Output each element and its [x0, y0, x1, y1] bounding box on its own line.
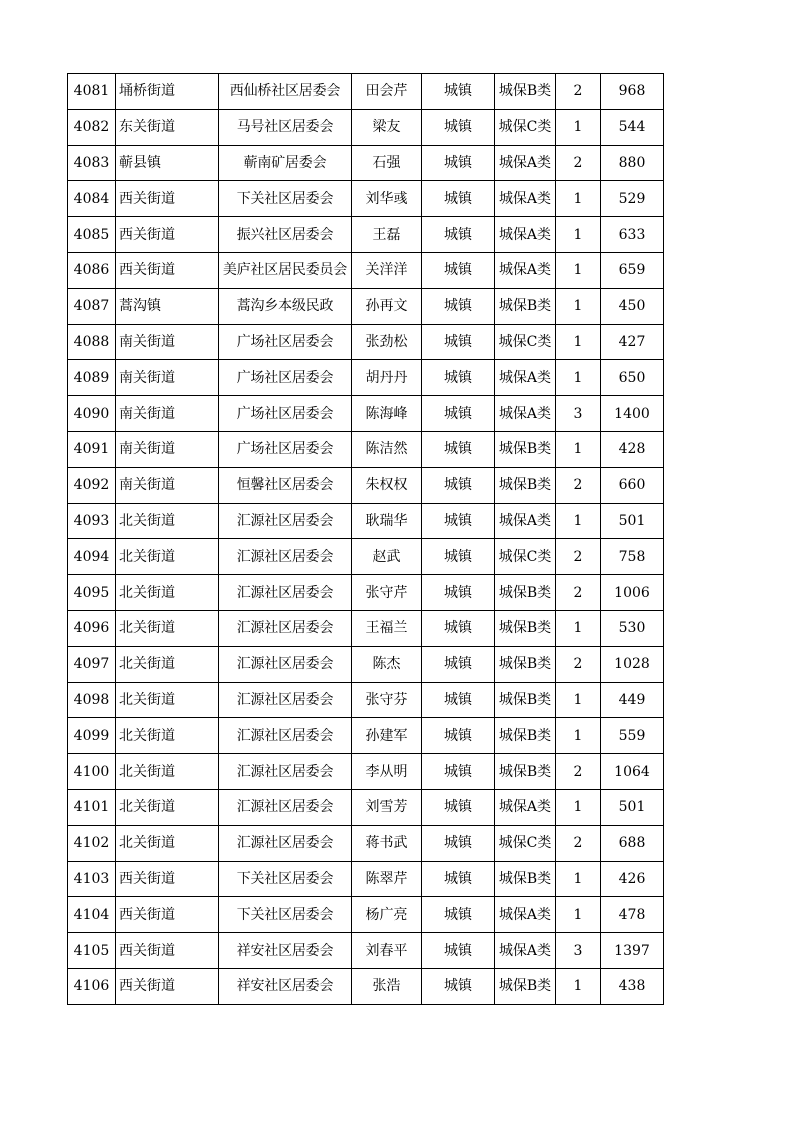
area-type-cell: 城镇: [422, 467, 495, 503]
street-cell: 北关街道: [116, 575, 219, 611]
street-cell: 北关街道: [116, 718, 219, 754]
household-size-cell: 1: [556, 789, 601, 825]
name-cell: 陈杰: [352, 646, 422, 682]
street-cell: 北关街道: [116, 789, 219, 825]
name-cell: 孙建军: [352, 718, 422, 754]
insurance-category-cell: 城保B类: [495, 610, 556, 646]
row-number-cell: 4097: [68, 646, 116, 682]
amount-cell: 530: [601, 610, 664, 646]
table-row: [68, 968, 664, 1004]
row-number-cell: 4103: [68, 861, 116, 897]
row-number-cell: 4089: [68, 360, 116, 396]
insurance-category-cell: 城保C类: [495, 539, 556, 575]
table-row: [68, 610, 664, 646]
community-cell: 汇源社区居委会: [219, 610, 352, 646]
community-cell: 美庐社区居民委员会: [219, 252, 352, 288]
household-size-cell: 1: [556, 897, 601, 933]
row-number-cell: 4083: [68, 145, 116, 181]
street-cell: 北关街道: [116, 610, 219, 646]
insurance-category-cell: 城保B类: [495, 467, 556, 503]
insurance-category-cell: 城保A类: [495, 217, 556, 253]
table-row: [68, 360, 664, 396]
street-cell: 西关街道: [116, 217, 219, 253]
street-cell: 蒿沟镇: [116, 288, 219, 324]
table-row: [68, 933, 664, 969]
amount-cell: 659: [601, 252, 664, 288]
household-size-cell: 1: [556, 217, 601, 253]
insurance-category-cell: 城保A类: [495, 396, 556, 432]
name-cell: 张浩: [352, 968, 422, 1004]
amount-cell: 478: [601, 897, 664, 933]
name-cell: 蒋书武: [352, 825, 422, 861]
amount-cell: 1397: [601, 933, 664, 969]
community-cell: 蕲南矿居委会: [219, 145, 352, 181]
table-row: [68, 754, 664, 790]
area-type-cell: 城镇: [422, 646, 495, 682]
name-cell: 田会芹: [352, 74, 422, 110]
area-type-cell: 城镇: [422, 789, 495, 825]
street-cell: 蕲县镇: [116, 145, 219, 181]
row-number-cell: 4091: [68, 431, 116, 467]
street-cell: 北关街道: [116, 539, 219, 575]
household-size-cell: 2: [556, 825, 601, 861]
area-type-cell: 城镇: [422, 825, 495, 861]
table-row: [68, 109, 664, 145]
name-cell: 杨广亮: [352, 897, 422, 933]
area-type-cell: 城镇: [422, 575, 495, 611]
table-row: [68, 575, 664, 611]
community-cell: 下关社区居委会: [219, 861, 352, 897]
insurance-category-cell: 城保B类: [495, 575, 556, 611]
street-cell: 南关街道: [116, 324, 219, 360]
community-cell: 汇源社区居委会: [219, 646, 352, 682]
area-type-cell: 城镇: [422, 181, 495, 217]
table-body: [68, 74, 664, 1005]
name-cell: 张守芹: [352, 575, 422, 611]
row-number-cell: 4088: [68, 324, 116, 360]
household-size-cell: 1: [556, 288, 601, 324]
area-type-cell: 城镇: [422, 610, 495, 646]
table-row: [68, 825, 664, 861]
insurance-category-cell: 城保A类: [495, 252, 556, 288]
street-cell: 西关街道: [116, 897, 219, 933]
street-cell: 西关街道: [116, 252, 219, 288]
name-cell: 梁友: [352, 109, 422, 145]
row-number-cell: 4094: [68, 539, 116, 575]
amount-cell: 450: [601, 288, 664, 324]
table-row: [68, 324, 664, 360]
household-size-cell: 2: [556, 74, 601, 110]
insurance-category-cell: 城保A类: [495, 360, 556, 396]
area-type-cell: 城镇: [422, 539, 495, 575]
street-cell: 北关街道: [116, 503, 219, 539]
street-cell: 南关街道: [116, 431, 219, 467]
row-number-cell: 4101: [68, 789, 116, 825]
row-number-cell: 4102: [68, 825, 116, 861]
insurance-category-cell: 城保B类: [495, 754, 556, 790]
household-size-cell: 3: [556, 933, 601, 969]
table-row: [68, 646, 664, 682]
community-cell: 下关社区居委会: [219, 897, 352, 933]
amount-cell: 633: [601, 217, 664, 253]
community-cell: 马号社区居委会: [219, 109, 352, 145]
amount-cell: 1028: [601, 646, 664, 682]
table-row: [68, 718, 664, 754]
community-cell: 汇源社区居委会: [219, 539, 352, 575]
name-cell: 刘春平: [352, 933, 422, 969]
household-size-cell: 2: [556, 145, 601, 181]
table-row: [68, 682, 664, 718]
name-cell: 胡丹丹: [352, 360, 422, 396]
row-number-cell: 4095: [68, 575, 116, 611]
household-size-cell: 2: [556, 646, 601, 682]
row-number-cell: 4086: [68, 252, 116, 288]
row-number-cell: 4090: [68, 396, 116, 432]
community-cell: 汇源社区居委会: [219, 754, 352, 790]
row-number-cell: 4085: [68, 217, 116, 253]
row-number-cell: 4092: [68, 467, 116, 503]
household-size-cell: 1: [556, 324, 601, 360]
area-type-cell: 城镇: [422, 503, 495, 539]
name-cell: 耿瑞华: [352, 503, 422, 539]
name-cell: 李从明: [352, 754, 422, 790]
household-size-cell: 2: [556, 539, 601, 575]
amount-cell: 650: [601, 360, 664, 396]
insurance-category-cell: 城保A类: [495, 145, 556, 181]
name-cell: 陈洁然: [352, 431, 422, 467]
community-cell: 下关社区居委会: [219, 181, 352, 217]
community-cell: 汇源社区居委会: [219, 575, 352, 611]
street-cell: 西关街道: [116, 181, 219, 217]
amount-cell: 501: [601, 789, 664, 825]
community-cell: 广场社区居委会: [219, 431, 352, 467]
amount-cell: 1400: [601, 396, 664, 432]
row-number-cell: 4105: [68, 933, 116, 969]
row-number-cell: 4084: [68, 181, 116, 217]
area-type-cell: 城镇: [422, 897, 495, 933]
table-row: [68, 467, 664, 503]
insurance-category-cell: 城保B类: [495, 431, 556, 467]
name-cell: 王福兰: [352, 610, 422, 646]
household-size-cell: 1: [556, 968, 601, 1004]
household-size-cell: 1: [556, 360, 601, 396]
row-number-cell: 4093: [68, 503, 116, 539]
insurance-category-cell: 城保B类: [495, 968, 556, 1004]
insurance-category-cell: 城保B类: [495, 74, 556, 110]
area-type-cell: 城镇: [422, 109, 495, 145]
row-number-cell: 4087: [68, 288, 116, 324]
community-cell: 恒馨社区居委会: [219, 467, 352, 503]
amount-cell: 880: [601, 145, 664, 181]
street-cell: 南关街道: [116, 360, 219, 396]
amount-cell: 428: [601, 431, 664, 467]
area-type-cell: 城镇: [422, 431, 495, 467]
amount-cell: 968: [601, 74, 664, 110]
household-size-cell: 1: [556, 861, 601, 897]
household-size-cell: 1: [556, 252, 601, 288]
table-row: [68, 217, 664, 253]
community-cell: 蒿沟乡本级民政: [219, 288, 352, 324]
amount-cell: 449: [601, 682, 664, 718]
beneficiary-table: [67, 73, 664, 1005]
community-cell: 汇源社区居委会: [219, 789, 352, 825]
street-cell: 北关街道: [116, 646, 219, 682]
household-size-cell: 3: [556, 396, 601, 432]
area-type-cell: 城镇: [422, 968, 495, 1004]
name-cell: 陈海峰: [352, 396, 422, 432]
insurance-category-cell: 城保A类: [495, 897, 556, 933]
amount-cell: 660: [601, 467, 664, 503]
table-row: [68, 145, 664, 181]
household-size-cell: 1: [556, 682, 601, 718]
street-cell: 埇桥街道: [116, 74, 219, 110]
insurance-category-cell: 城保C类: [495, 324, 556, 360]
table-row: [68, 431, 664, 467]
table-row: [68, 861, 664, 897]
table-row: [68, 181, 664, 217]
household-size-cell: 1: [556, 431, 601, 467]
amount-cell: 758: [601, 539, 664, 575]
household-size-cell: 1: [556, 109, 601, 145]
name-cell: 张劲松: [352, 324, 422, 360]
row-number-cell: 4081: [68, 74, 116, 110]
community-cell: 汇源社区居委会: [219, 825, 352, 861]
row-number-cell: 4106: [68, 968, 116, 1004]
area-type-cell: 城镇: [422, 74, 495, 110]
insurance-category-cell: 城保A类: [495, 181, 556, 217]
amount-cell: 427: [601, 324, 664, 360]
household-size-cell: 1: [556, 610, 601, 646]
community-cell: 广场社区居委会: [219, 360, 352, 396]
name-cell: 王磊: [352, 217, 422, 253]
name-cell: 刘华彧: [352, 181, 422, 217]
area-type-cell: 城镇: [422, 252, 495, 288]
table-row: [68, 789, 664, 825]
community-cell: 广场社区居委会: [219, 324, 352, 360]
name-cell: 石强: [352, 145, 422, 181]
community-cell: 祥安社区居委会: [219, 968, 352, 1004]
row-number-cell: 4096: [68, 610, 116, 646]
name-cell: 张守芬: [352, 682, 422, 718]
amount-cell: 1006: [601, 575, 664, 611]
name-cell: 关洋洋: [352, 252, 422, 288]
street-cell: 北关街道: [116, 754, 219, 790]
street-cell: 西关街道: [116, 968, 219, 1004]
table-row: [68, 503, 664, 539]
street-cell: 北关街道: [116, 825, 219, 861]
household-size-cell: 1: [556, 181, 601, 217]
table-row: [68, 74, 664, 110]
name-cell: 刘雪芳: [352, 789, 422, 825]
area-type-cell: 城镇: [422, 933, 495, 969]
street-cell: 南关街道: [116, 396, 219, 432]
insurance-category-cell: 城保C类: [495, 109, 556, 145]
community-cell: 广场社区居委会: [219, 396, 352, 432]
insurance-category-cell: 城保B类: [495, 288, 556, 324]
area-type-cell: 城镇: [422, 288, 495, 324]
name-cell: 朱权权: [352, 467, 422, 503]
community-cell: 汇源社区居委会: [219, 682, 352, 718]
name-cell: 赵武: [352, 539, 422, 575]
table-row: [68, 288, 664, 324]
row-number-cell: 4100: [68, 754, 116, 790]
community-cell: 西仙桥社区居委会: [219, 74, 352, 110]
amount-cell: 688: [601, 825, 664, 861]
insurance-category-cell: 城保B类: [495, 861, 556, 897]
name-cell: 孙再文: [352, 288, 422, 324]
insurance-category-cell: 城保A类: [495, 933, 556, 969]
insurance-category-cell: 城保A类: [495, 503, 556, 539]
row-number-cell: 4099: [68, 718, 116, 754]
household-size-cell: 2: [556, 467, 601, 503]
table-row: [68, 396, 664, 432]
street-cell: 北关街道: [116, 682, 219, 718]
insurance-category-cell: 城保C类: [495, 825, 556, 861]
community-cell: 振兴社区居委会: [219, 217, 352, 253]
street-cell: 东关街道: [116, 109, 219, 145]
amount-cell: 559: [601, 718, 664, 754]
amount-cell: 544: [601, 109, 664, 145]
household-size-cell: 1: [556, 718, 601, 754]
amount-cell: 1064: [601, 754, 664, 790]
area-type-cell: 城镇: [422, 861, 495, 897]
table-row: [68, 539, 664, 575]
community-cell: 汇源社区居委会: [219, 718, 352, 754]
area-type-cell: 城镇: [422, 754, 495, 790]
household-size-cell: 1: [556, 503, 601, 539]
amount-cell: 529: [601, 181, 664, 217]
community-cell: 汇源社区居委会: [219, 503, 352, 539]
household-size-cell: 2: [556, 754, 601, 790]
area-type-cell: 城镇: [422, 217, 495, 253]
insurance-category-cell: 城保B类: [495, 646, 556, 682]
insurance-category-cell: 城保B类: [495, 682, 556, 718]
street-cell: 西关街道: [116, 861, 219, 897]
area-type-cell: 城镇: [422, 145, 495, 181]
street-cell: 南关街道: [116, 467, 219, 503]
name-cell: 陈翠芹: [352, 861, 422, 897]
street-cell: 西关街道: [116, 933, 219, 969]
table-row: [68, 252, 664, 288]
community-cell: 祥安社区居委会: [219, 933, 352, 969]
amount-cell: 426: [601, 861, 664, 897]
household-size-cell: 2: [556, 575, 601, 611]
area-type-cell: 城镇: [422, 360, 495, 396]
row-number-cell: 4082: [68, 109, 116, 145]
table-row: [68, 897, 664, 933]
amount-cell: 438: [601, 968, 664, 1004]
row-number-cell: 4098: [68, 682, 116, 718]
area-type-cell: 城镇: [422, 718, 495, 754]
insurance-category-cell: 城保B类: [495, 718, 556, 754]
area-type-cell: 城镇: [422, 324, 495, 360]
row-number-cell: 4104: [68, 897, 116, 933]
area-type-cell: 城镇: [422, 396, 495, 432]
insurance-category-cell: 城保A类: [495, 789, 556, 825]
amount-cell: 501: [601, 503, 664, 539]
area-type-cell: 城镇: [422, 682, 495, 718]
